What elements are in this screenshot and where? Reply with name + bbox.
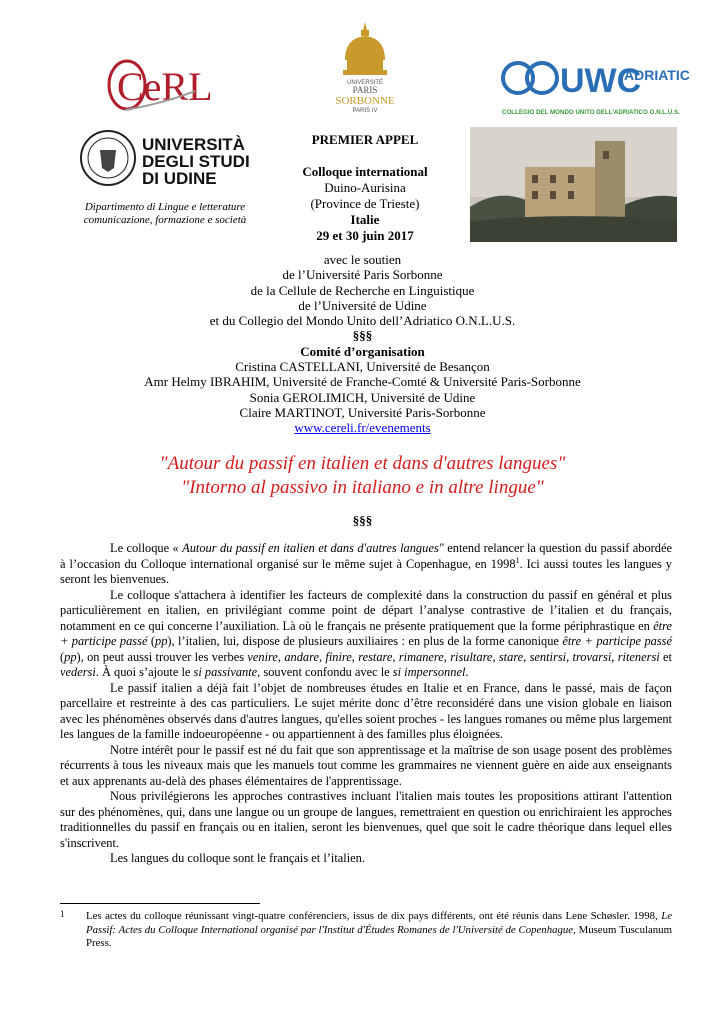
paragraph-4: Notre intérêt pour le passif est né du fait que son apprentissage et la maîtrise de son usage posent des problèmes récurrents à tous les niveaux mais que les manuels tout comme les grammaires ne viennent guère en aide aux enseignants et aux apprenants au-delà des phases élémentaires de l'apprentissage. — [60, 742, 672, 788]
udine-line2: DEGLI STUDI — [142, 152, 250, 171]
uwc-tagline: COLLEGIO DEL MONDO UNITO DELL'ADRIATICO O.N.L.U.S. — [502, 109, 680, 116]
uwc-sub-text: ADRIATIC — [624, 67, 690, 83]
place-line1: Duino-Aurisina — [324, 180, 406, 195]
section-separator: §§§ — [352, 328, 373, 344]
paragraph-2: Le colloque s'attachera à identifier les facteurs de complexité dans la construction du passif en général et plus particulièrement en italien, en privilégiant comme point de départ l’analyse contrastive de l’italien et du français, notamment en ce qui concerne l’auxiliation. Là où le français ne présente pratiquement que la forme périphrastique en être + participe passé (pp), l’italien, lui, dispose de plusieurs auxiliaires : en plus de la forme canonique être + participe passé (pp), on peut aussi trouver les verbes venire, andare, finire, restare, rimanere, risultare, stare, sentirsi, trovarsi, ritenersi et vedersi. À quoi s’ajoute le si passivante, souvent confondu avec le si impersonnel. — [60, 587, 672, 679]
sorbonne-line3: SORBONNE — [335, 95, 395, 107]
department-line1: Dipartimento di Lingue e letterature — [84, 201, 246, 213]
colloque-titles — [60, 452, 665, 500]
committee-member-4: Claire MARTINOT, Université Paris-Sorbonne — [239, 404, 486, 420]
event-header — [290, 132, 440, 244]
section-separator-2: §§§ — [352, 513, 373, 528]
committee-member-3: Sonia GEROLIMICH, Université de Udine — [249, 389, 476, 405]
udine-logo — [78, 128, 258, 188]
dates-label: 29 et 30 juin 2017 — [316, 228, 414, 243]
support-line3: de la Cellule de Recherche en Linguistique — [250, 282, 475, 298]
support-line5: et du Collegio del Mondo Unito dell’Adriatico O.N.L.U.S. — [209, 313, 516, 329]
uwc-main-text: UWC — [560, 62, 642, 100]
paragraph-3: Le passif italien a déjà fait l’objet de nombreuses études en Italie et en France, dans le passé, mais de façon parcellaire et restreinte à des cas particuliers. Le sujet mérite donc d’être reconsidéré dans une vision globale en liaison avec les phénomènes observés dans d'autres langues, qu'elles soient proches - les langues romanes ou même plus largement les langues de la famille indoeuropéenne - ou appartiennent à des familles plus éloignées. — [60, 680, 672, 741]
website-link[interactable]: www.cereli.fr/evenements — [294, 420, 431, 436]
country-label: Italie — [350, 212, 380, 227]
support-line1: avec le soutien — [323, 252, 402, 267]
paragraph-1: Le colloque « Autour du passif en italien et dans d'autres langues" entend relancer la question du passif abordée à l’occasion du Colloque international organisé sur le même sujet à Copenhague, en 1998$^1$. Ici aussi toutes les langues y seront les bienvenues. — [60, 541, 672, 586]
department-label — [60, 201, 270, 227]
call-label: PREMIER APPEL — [311, 132, 419, 147]
committee-title: Comité d’organisation — [300, 343, 425, 359]
support-line4: de l’Université de Udine — [298, 297, 427, 313]
cerl-logo — [105, 55, 213, 115]
committee-member-2: Amr Helmy IBRAHIM, Université de Franche-Comté & Université Paris-Sorbonne — [144, 374, 581, 390]
sorbonne-line1: UNIVERSITÉ — [346, 80, 384, 86]
support-block — [120, 252, 605, 436]
uwc-logo — [500, 50, 690, 120]
udine-line1: UNIVERSITÀ — [142, 135, 245, 154]
committee-member-1: Cristina CASTELLANI, Université de Besançon — [235, 359, 490, 375]
place-line2: (Province de Trieste) — [310, 196, 420, 211]
footnote-ref[interactable]: 1 — [515, 555, 520, 565]
sorbonne-line4: PARIS IV — [352, 108, 378, 114]
title-italian: "Intorno al passivo in italiano e in altre lingue" — [181, 477, 544, 498]
udine-line3: DI UDINE — [142, 169, 217, 188]
support-line2: de l’Université Paris Sorbonne — [282, 267, 443, 283]
footnote-rule — [60, 903, 260, 904]
castle-photo — [470, 127, 677, 242]
colloque-label: Colloque international — [302, 164, 428, 179]
paragraph-5: Nous privilégierons les approches contrastives incluant l'italien mais toutes les propositions attirant l'attention sur des phénomènes, qui, dans une langue ou un groupe de langues, remettraient en question ou enrichiraient les approches traditionnelles du passif en français ou en italien, seront les bienvenues, quel que soit le cadre théorique dans lequel elles s'inscrivent. — [60, 789, 672, 850]
footnote-text: Les actes du colloque réunissant vingt-quatre conférenciers, issus de dix pays différents, ont été réunis dans Lene Schøsler. 1998, Le Passif: Actes du Colloque International organisé par l'Institut d'Études Romanes de l'Université de Copenhague, Museum Tusculanum Press. — [86, 910, 672, 949]
body-text — [60, 541, 672, 867]
paragraph-6: Les langues du colloque sont le français et l’italien. — [110, 851, 365, 865]
sorbonne-line2: PARIS — [352, 85, 378, 95]
footnote-number: 1 — [60, 909, 65, 919]
title-french: "Autour du passif en italien et dans d'autres langues" — [159, 453, 566, 474]
department-line2: comunicazione, formazione e società — [83, 214, 247, 226]
footnote — [60, 910, 672, 951]
cerl-main-text: CeRL — [117, 64, 213, 109]
sorbonne-logo — [325, 20, 405, 115]
